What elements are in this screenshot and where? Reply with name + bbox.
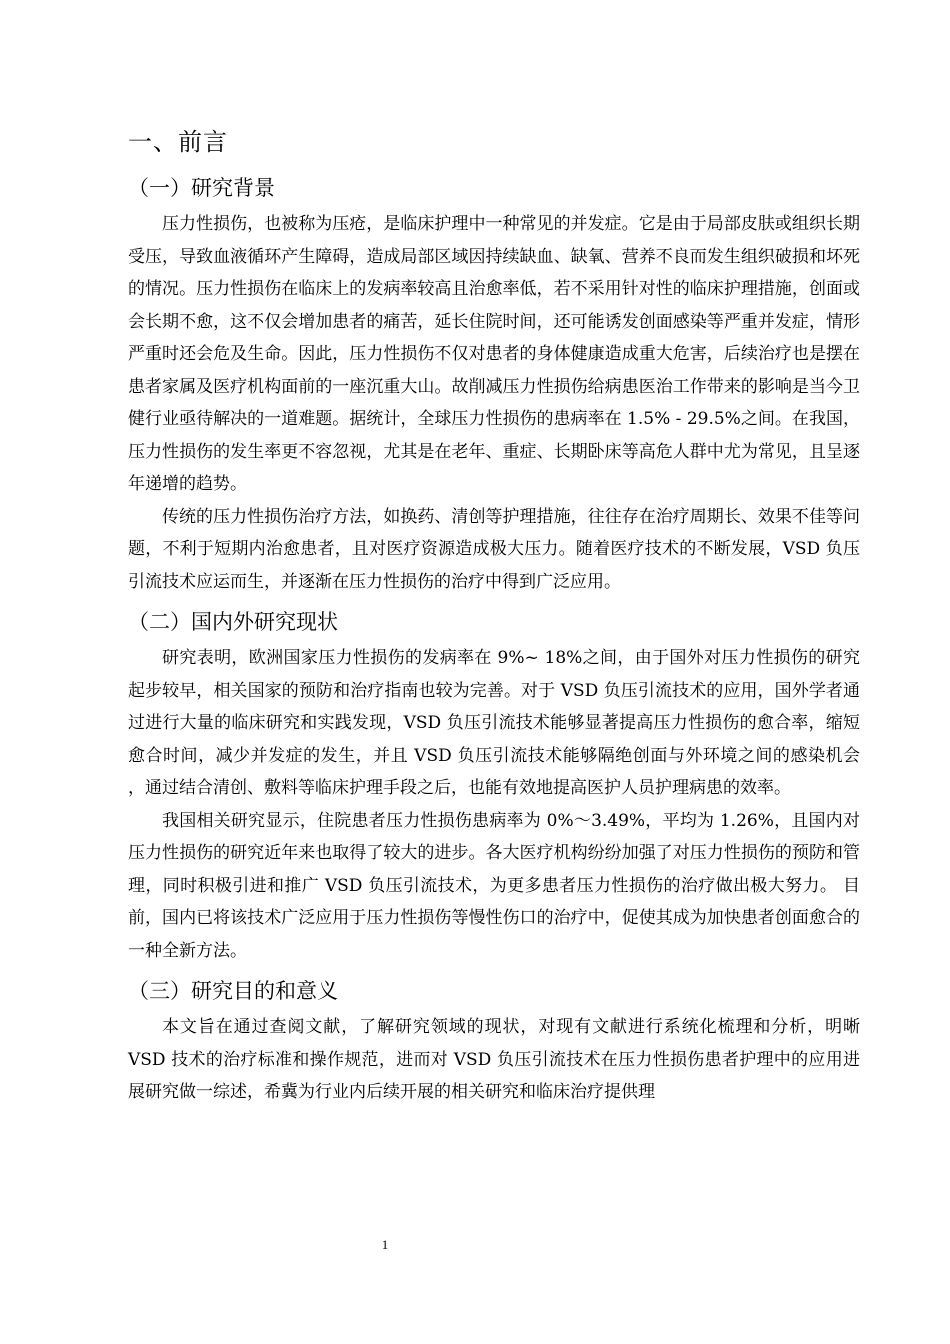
paragraph: 我国相关研究显示，住院患者压力性损伤患病率为 0%～3.49%，平均为 1.26%，且国内对压力性损伤的研究近年来也取得了较大的进步。各大医疗机构纷纷加强了对压力性损伤的预防和管理，同时积极引进和推广 VSD 负压引流技术，为更多患者压力性损伤的治疗做出极大努力。 目前，国内已将该技术广泛应用于压力性损伤等慢性伤口的治疗中，促使其成为加快患者创面愈合的一种全新方法。 bbox=[128, 810, 860, 961]
paragraph: 传统的压力性损伤治疗方法，如换药、清创等护理措施，往往存在治疗周期长、效果不佳等问题，不利于短期内治愈患者，且对医疗资源造成极大压力。随着医疗技术的不断发展，VSD 负压引流技术应运而生，并逐渐在压力性损伤的治疗中得到广泛应用。 bbox=[128, 506, 860, 592]
document-body bbox=[128, 125, 860, 1109]
section-title: （一）研究背景 bbox=[128, 176, 275, 200]
page-number: 1 bbox=[381, 1237, 389, 1252]
main-heading: 一、前言 bbox=[128, 128, 228, 156]
section-title: （三）研究目的和意义 bbox=[128, 979, 338, 1003]
section-title: （二）国内外研究现状 bbox=[128, 610, 338, 634]
paragraph: 研究表明，欧洲国家压力性损伤的发病率在 9%~ 18%之间，由于国外对压力性损伤的研究起步较早，相关国家的预防和治疗指南也较为完善。对于 VSD 负压引流技术的应用，国外学者通过进行大量的临床研究和实践发现，VSD 负压引流技术能够显著提高压力性损伤的愈合率，缩短愈合时间，减少并发症的发生，并且 VSD 负压引流技术能够隔绝创面与外环境之间的感染机会 ，通过结合清创、敷料等临床护理手段之后，也能有效地提高医护人员护理病患的效率。 bbox=[128, 648, 860, 798]
paragraph: 压力性损伤，也被称为压疮，是临床护理中一种常见的并发症。它是由于局部皮肤或组织长期受压，导致血液循环产生障碍，造成局部区域因持续缺血、缺氧、营养不良而发生组织破损和坏死的情况。压力性损伤在临床上的发病率较高且治愈率低，若不采用针对性的临床护理措施，创面或会长期不愈，这不仅会增加患者的痛苦，延长住院时间，还可能诱发创面感染等严重并发症，情形严重时还会危及生命。因此，压力性损伤不仅对患者的身体健康造成重大危害，后续治疗也是摆在患者家属及医疗机构面前的一座沉重大山。故削减压力性损伤给病患医治工作带来的影响是当今卫健行业亟待解决的一道难题。据统计，全球压力性损伤的患病率在 1.5% - 29.5%之间。在我国，压力性损伤的发生率更不容忽视，尤其是在老年、重症、长期卧床等高危人群中尤为常见，且呈逐年递增的趋势。 bbox=[128, 214, 860, 494]
section-research-purpose bbox=[128, 976, 860, 1109]
section-research-background bbox=[128, 173, 860, 598]
section-research-status bbox=[128, 607, 860, 967]
paragraph: 本文旨在通过查阅文献，了解研究领域的现状，对现有文献进行系统化梳理和分析，明晰 VSD 技术的治疗标准和操作规范，进而对 VSD 负压引流技术在压力性损伤患者护理中的应用进展研究做一综述，希冀为行业内后续开展的相关研究和临床治疗提供理 bbox=[128, 1017, 860, 1102]
